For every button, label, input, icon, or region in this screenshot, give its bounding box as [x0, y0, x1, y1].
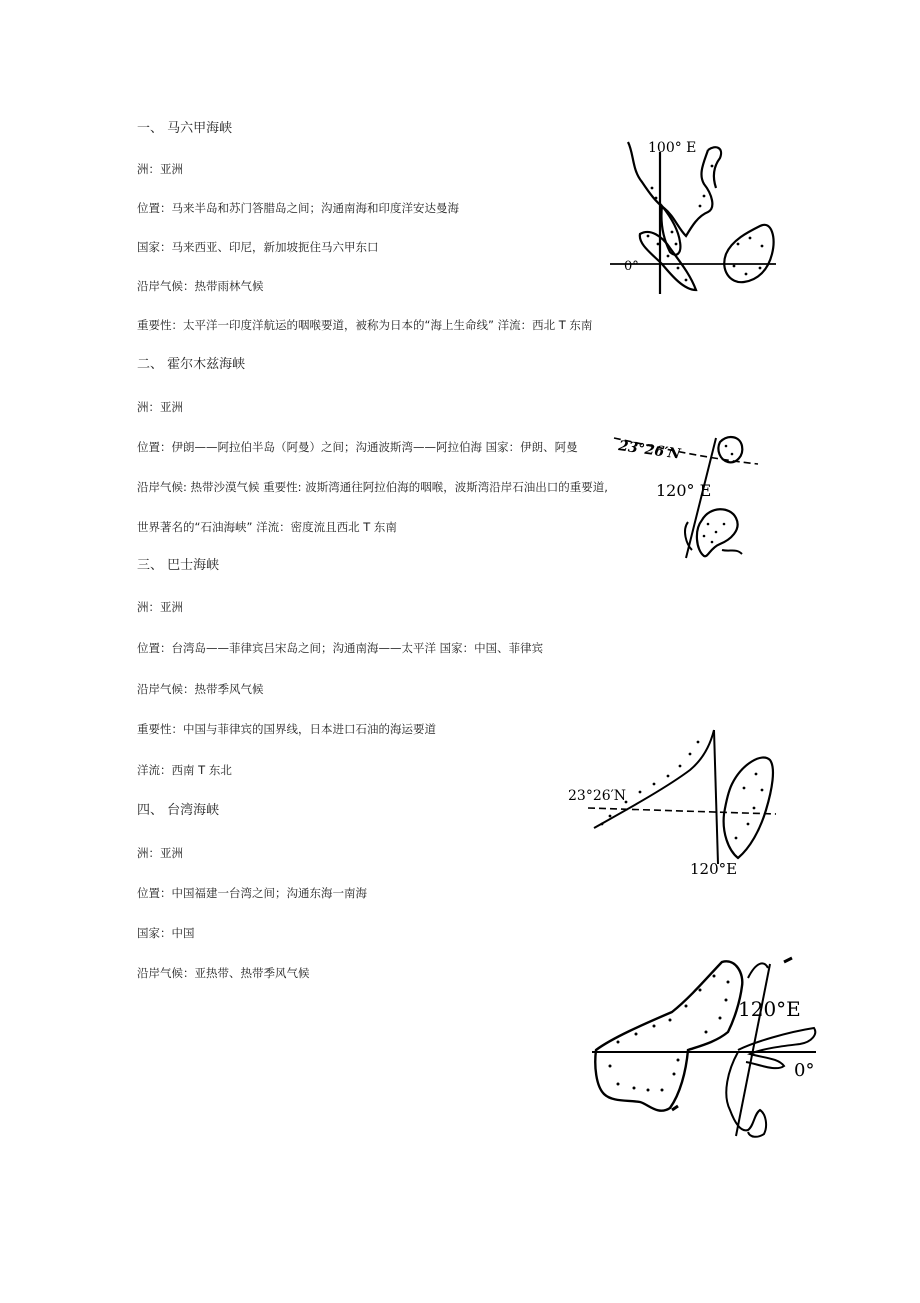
- malacca-longitude-label: 100° E: [648, 140, 697, 156]
- section-1-continent: 洲：亚洲: [137, 162, 183, 176]
- section-4-country: 国家：中国: [137, 926, 195, 940]
- section-3-location: 位置：台湾岛——菲律宾吕宋岛之间；沟通南海——太平洋 国家：中国、菲律宾: [137, 641, 544, 655]
- taiwan-equator-label: 0°: [794, 1060, 815, 1081]
- section-3-climate: 沿岸气候：热带季风气候: [137, 682, 264, 696]
- section-2-heading: 二、 霍尔木兹海峡: [137, 357, 246, 372]
- section-4-continent: 洲：亚洲: [137, 846, 183, 860]
- section-3-current: 洋流：西南 T 东北: [137, 763, 232, 777]
- malacca-strait-map: [608, 136, 778, 296]
- section-3-continent: 洲：亚洲: [137, 600, 183, 614]
- section-4-climate: 沿岸气候：亚热带、热带季风气候: [137, 966, 310, 980]
- section-3-importance: 重要性：中国与菲律宾的国界线，日本进口石油的海运要道: [137, 722, 436, 736]
- section-2-climate-importance: 沿岸气候: 热带沙漠气候 重要性: 波斯湾通往阿拉伯海的咽喉，波斯湾沿岸石油出口的重要道,: [137, 480, 608, 494]
- bashi-channel-map: [566, 728, 780, 878]
- section-3-heading: 三、 巴士海峡: [137, 558, 220, 573]
- section-2-continent: 洲：亚洲: [137, 400, 183, 414]
- bashi-longitude-label: 120°E: [690, 860, 738, 878]
- bashi-latitude-label: 23°26′N: [568, 788, 627, 804]
- hormuz-strait-map: [612, 432, 762, 560]
- hormuz-latitude-label: 23°26′N: [617, 438, 682, 463]
- malacca-equator-label: 0°: [624, 259, 639, 274]
- section-1-importance: 重要性：太平洋一印度洋航运的咽喉要道，被称为日本的“海上生命线” 洋流：西北 T 东南: [137, 318, 593, 332]
- section-1-countries: 国家：马来西亚、印尼，新加坡扼住马六甲东口: [137, 240, 379, 254]
- section-2-location: 位置：伊朗——阿拉伯半岛（阿曼）之间；沟通波斯湾——阿拉伯海 国家：伊朗、阿曼: [137, 440, 578, 454]
- section-1-heading: 一、 马六甲海峡: [137, 121, 233, 136]
- hormuz-longitude-label: 120° E: [656, 481, 712, 500]
- taiwan-strait-map: [588, 954, 820, 1142]
- section-4-location: 位置：中国福建一台湾之间；沟通东海一南海: [137, 886, 367, 900]
- section-4-heading: 四、 台湾海峡: [137, 803, 220, 818]
- section-1-climate: 沿岸气候：热带雨林气候: [137, 279, 264, 293]
- section-1-location: 位置：马来半岛和苏门答腊岛之间；沟通南海和印度洋安达曼海: [137, 201, 459, 215]
- section-2-importance-current: 世界著名的“石油海峡” 洋流：密度流且西北 T 东南: [137, 520, 397, 534]
- taiwan-longitude-label: 120°E: [738, 997, 801, 1021]
